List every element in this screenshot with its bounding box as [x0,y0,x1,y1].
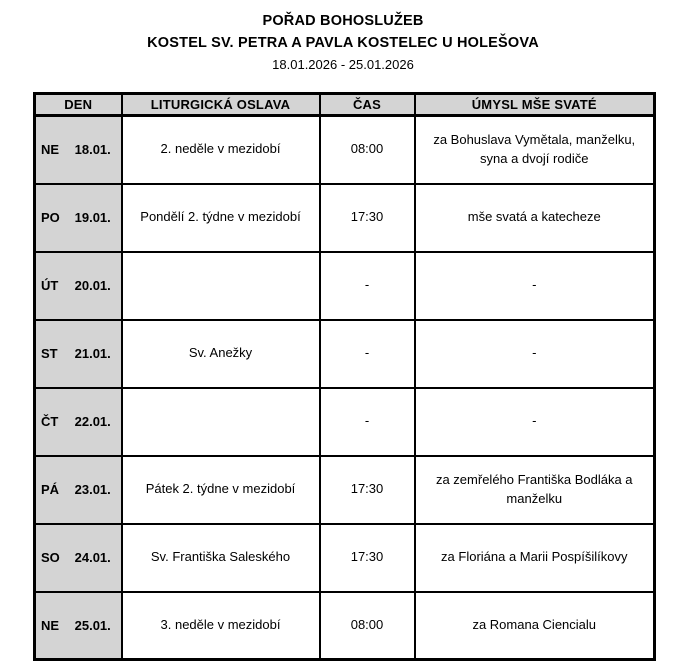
intention-cell: za Floriána a Marii Pospíšilíkovy [415,524,655,592]
intention-cell: za Bohuslava Vymětala, manželku, syna a dvojí rodiče [415,116,655,184]
header-den: DEN [35,94,122,116]
time-cell: 17:30 [320,456,415,524]
day-abbreviation: ÚT [41,278,59,293]
table-header-row [35,94,655,116]
table-row [35,388,655,456]
day-date: 18.01. [74,142,111,158]
header-cas: ČAS [320,94,415,116]
time-cell: 17:30 [320,524,415,592]
day-date: 21.01. [74,346,111,361]
day-cell [35,252,122,320]
table-row [35,524,655,592]
time-cell: 17:30 [320,184,415,252]
day-cell [35,320,122,388]
header-umysl-mse-svate: ÚMYSL MŠE SVATÉ [415,94,655,116]
day-cell [35,524,122,592]
table-row [35,592,655,660]
document-title-block [0,0,686,75]
intention-cell: za Romana Ciencialu [415,592,655,660]
day-abbreviation: ČT [41,414,59,429]
celebration-cell: Sv. Františka Saleského [122,524,320,592]
intention-cell: za zemřelého Františka Bodláka a manželku [415,456,655,524]
table-row [35,456,655,524]
celebration-cell [122,252,320,320]
intention-cell: - [415,320,655,388]
day-cell [35,456,122,524]
date-range: 18.01.2026 - 25.01.2026 [272,57,414,72]
day-abbreviation: SO [41,550,60,565]
day-cell [35,116,122,184]
table-row [35,320,655,388]
celebration-cell: Pondělí 2. týdne v mezidobí [122,184,320,252]
time-cell: - [320,388,415,456]
time-cell: 08:00 [320,592,415,660]
day-cell [35,388,122,456]
day-abbreviation: PO [41,210,60,225]
intention-cell: - [415,388,655,456]
header-liturgicka-oslava: LITURGICKÁ OSLAVA [122,94,320,116]
table-row [35,116,655,184]
celebration-cell [122,388,320,456]
day-date: 25.01. [74,617,111,633]
time-cell: - [320,320,415,388]
schedule-table [33,92,656,661]
day-date: 23.01. [74,482,111,497]
celebration-cell: 3. neděle v mezidobí [122,592,320,660]
day-date: 24.01. [74,550,111,565]
day-abbreviation: ST [41,346,58,361]
day-date: 20.01. [74,278,111,293]
day-abbreviation: PÁ [41,482,60,497]
celebration-cell: 2. neděle v mezidobí [122,116,320,184]
day-cell [35,592,122,660]
time-cell: 08:00 [320,116,415,184]
day-cell [35,184,122,252]
celebration-cell: Sv. Anežky [122,320,320,388]
day-date: 22.01. [74,414,111,429]
table-row [35,184,655,252]
intention-cell: mše svatá a katecheze [415,184,655,252]
day-date: 19.01. [74,210,111,225]
church-name: KOSTEL SV. PETRA A PAVLA KOSTELEC U HOLEŠOVA [147,35,539,51]
document-title: POŘAD BOHOSLUŽEB [262,13,424,29]
table-row [35,252,655,320]
time-cell: - [320,252,415,320]
day-abbreviation: NE [41,142,60,158]
celebration-cell: Pátek 2. týdne v mezidobí [122,456,320,524]
day-abbreviation: NE [41,617,60,633]
intention-cell: - [415,252,655,320]
